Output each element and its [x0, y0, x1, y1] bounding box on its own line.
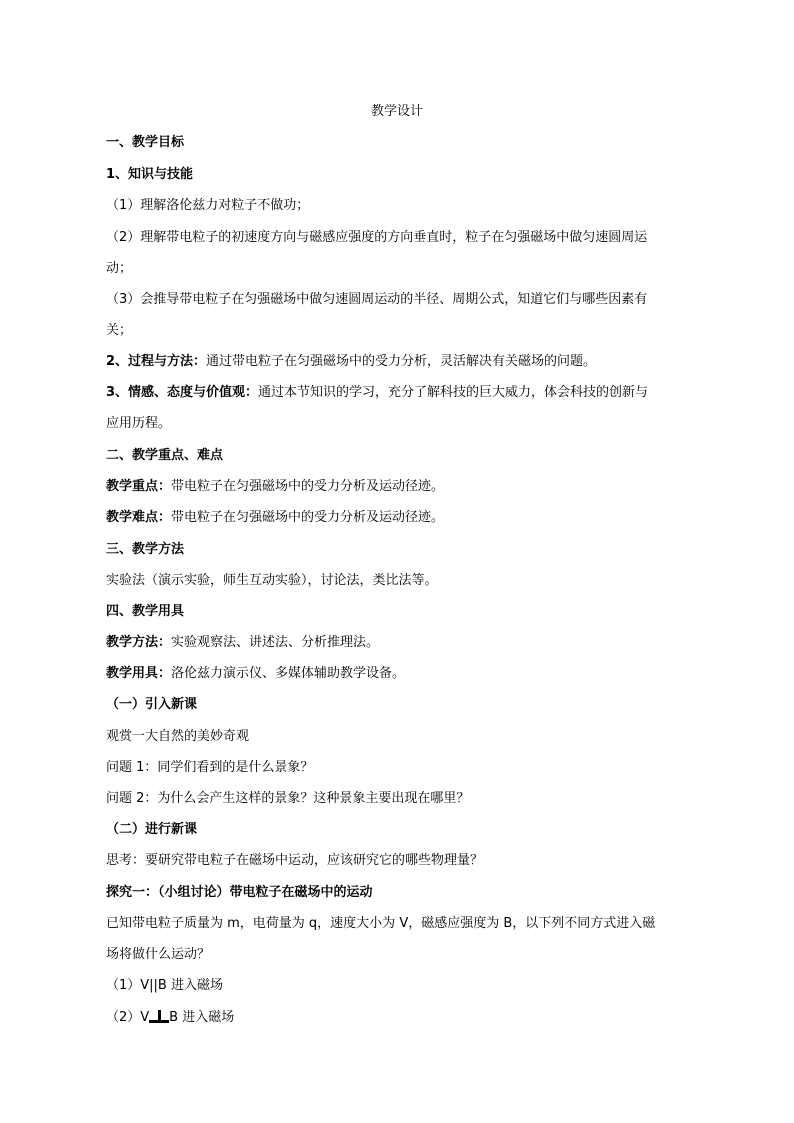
paragraph: （1）理解洛伦兹力对粒子不做功；	[106, 198, 310, 213]
inline-text: 带电粒子在匀强磁场中的受力分析及运动径迹。	[171, 479, 445, 494]
paragraph: （3）会推导带电粒子在匀强磁场中做匀速圆周运动的半径、周期公式，知道它们与哪些因素有	[106, 292, 648, 307]
section-heading: 二、教学重点、难点	[106, 448, 224, 463]
paragraph	[106, 510, 444, 526]
section-heading: 一、教学目标	[106, 135, 185, 150]
inline-text: 通过本节知识的学习，充分了解科技的巨大威力，体会科技的创新与	[258, 385, 649, 400]
inline-label: 教学用具：	[106, 666, 172, 681]
section-heading: 三、教学方法	[106, 542, 185, 557]
inline-label: 2、过程与方法：	[106, 354, 207, 369]
paragraph: 实验法（演示实验，师生互动实验），讨论法，类比法等。	[106, 573, 438, 588]
perpendicular-icon	[149, 1009, 169, 1023]
inline-label: 3、情感、态度与价值观：	[106, 385, 259, 400]
paragraph: 应用历程。	[106, 416, 172, 431]
paragraph	[106, 666, 405, 682]
paragraph: （2）理解带电粒子的初速度方向与磁感应强度的方向垂直时，粒子在匀强磁场中做匀速圆周运	[106, 230, 648, 245]
paragraph: 问题 2：为什么会产生这样的景象？这种景象主要出现在哪里？	[106, 791, 470, 806]
subsection-heading: 探究一：（小组讨论）带电粒子在磁场中的运动	[106, 885, 373, 900]
inline-text: B 进入磁场	[169, 1010, 235, 1025]
inline-text: 洛伦兹力演示仪、多媒体辅助教学设备。	[171, 666, 406, 681]
section-heading: （二）进行新课	[106, 822, 198, 837]
inline-label: 教学难点：	[106, 510, 172, 525]
inline-text: （2）V	[106, 1010, 150, 1025]
section-heading: （一）引入新课	[106, 697, 198, 712]
inline-text: 通过带电粒子在匀强磁场中的受力分析，灵活解决有关磁场的问题。	[206, 354, 597, 369]
doc-title: 教学设计	[370, 104, 423, 119]
inline-text: 实验观察法、讲述法、分析推理法。	[171, 635, 380, 650]
paragraph	[106, 635, 379, 651]
paragraph: （1）V||B 进入磁场	[106, 978, 223, 993]
paragraph: 思考：要研究带电粒子在磁场中运动，应该研究它的哪些物理量？	[106, 853, 484, 868]
paragraph: 动；	[106, 261, 133, 276]
inline-text: 带电粒子在匀强磁场中的受力分析及运动径迹。	[171, 510, 445, 525]
paragraph	[106, 385, 648, 401]
paragraph: 关；	[106, 323, 133, 338]
subsection-heading: 1、知识与技能	[106, 167, 194, 182]
paragraph: 问题 1：同学们看到的是什么景象？	[106, 760, 314, 775]
paragraph: 场将做什么运动？	[106, 947, 211, 962]
inline-label: 教学重点：	[106, 479, 172, 494]
section-heading: 四、教学用具	[106, 604, 185, 619]
paragraph	[106, 354, 596, 370]
inline-label: 教学方法：	[106, 635, 172, 650]
paragraph: 已知带电粒子质量为 m，电荷量为 q，速度大小为 V，磁感应强度为 B，以下列不同方式进入磁	[106, 916, 656, 931]
paragraph: 观赏一大自然的美妙奇观	[106, 729, 250, 744]
paragraph	[106, 479, 444, 495]
paragraph	[106, 1009, 234, 1026]
